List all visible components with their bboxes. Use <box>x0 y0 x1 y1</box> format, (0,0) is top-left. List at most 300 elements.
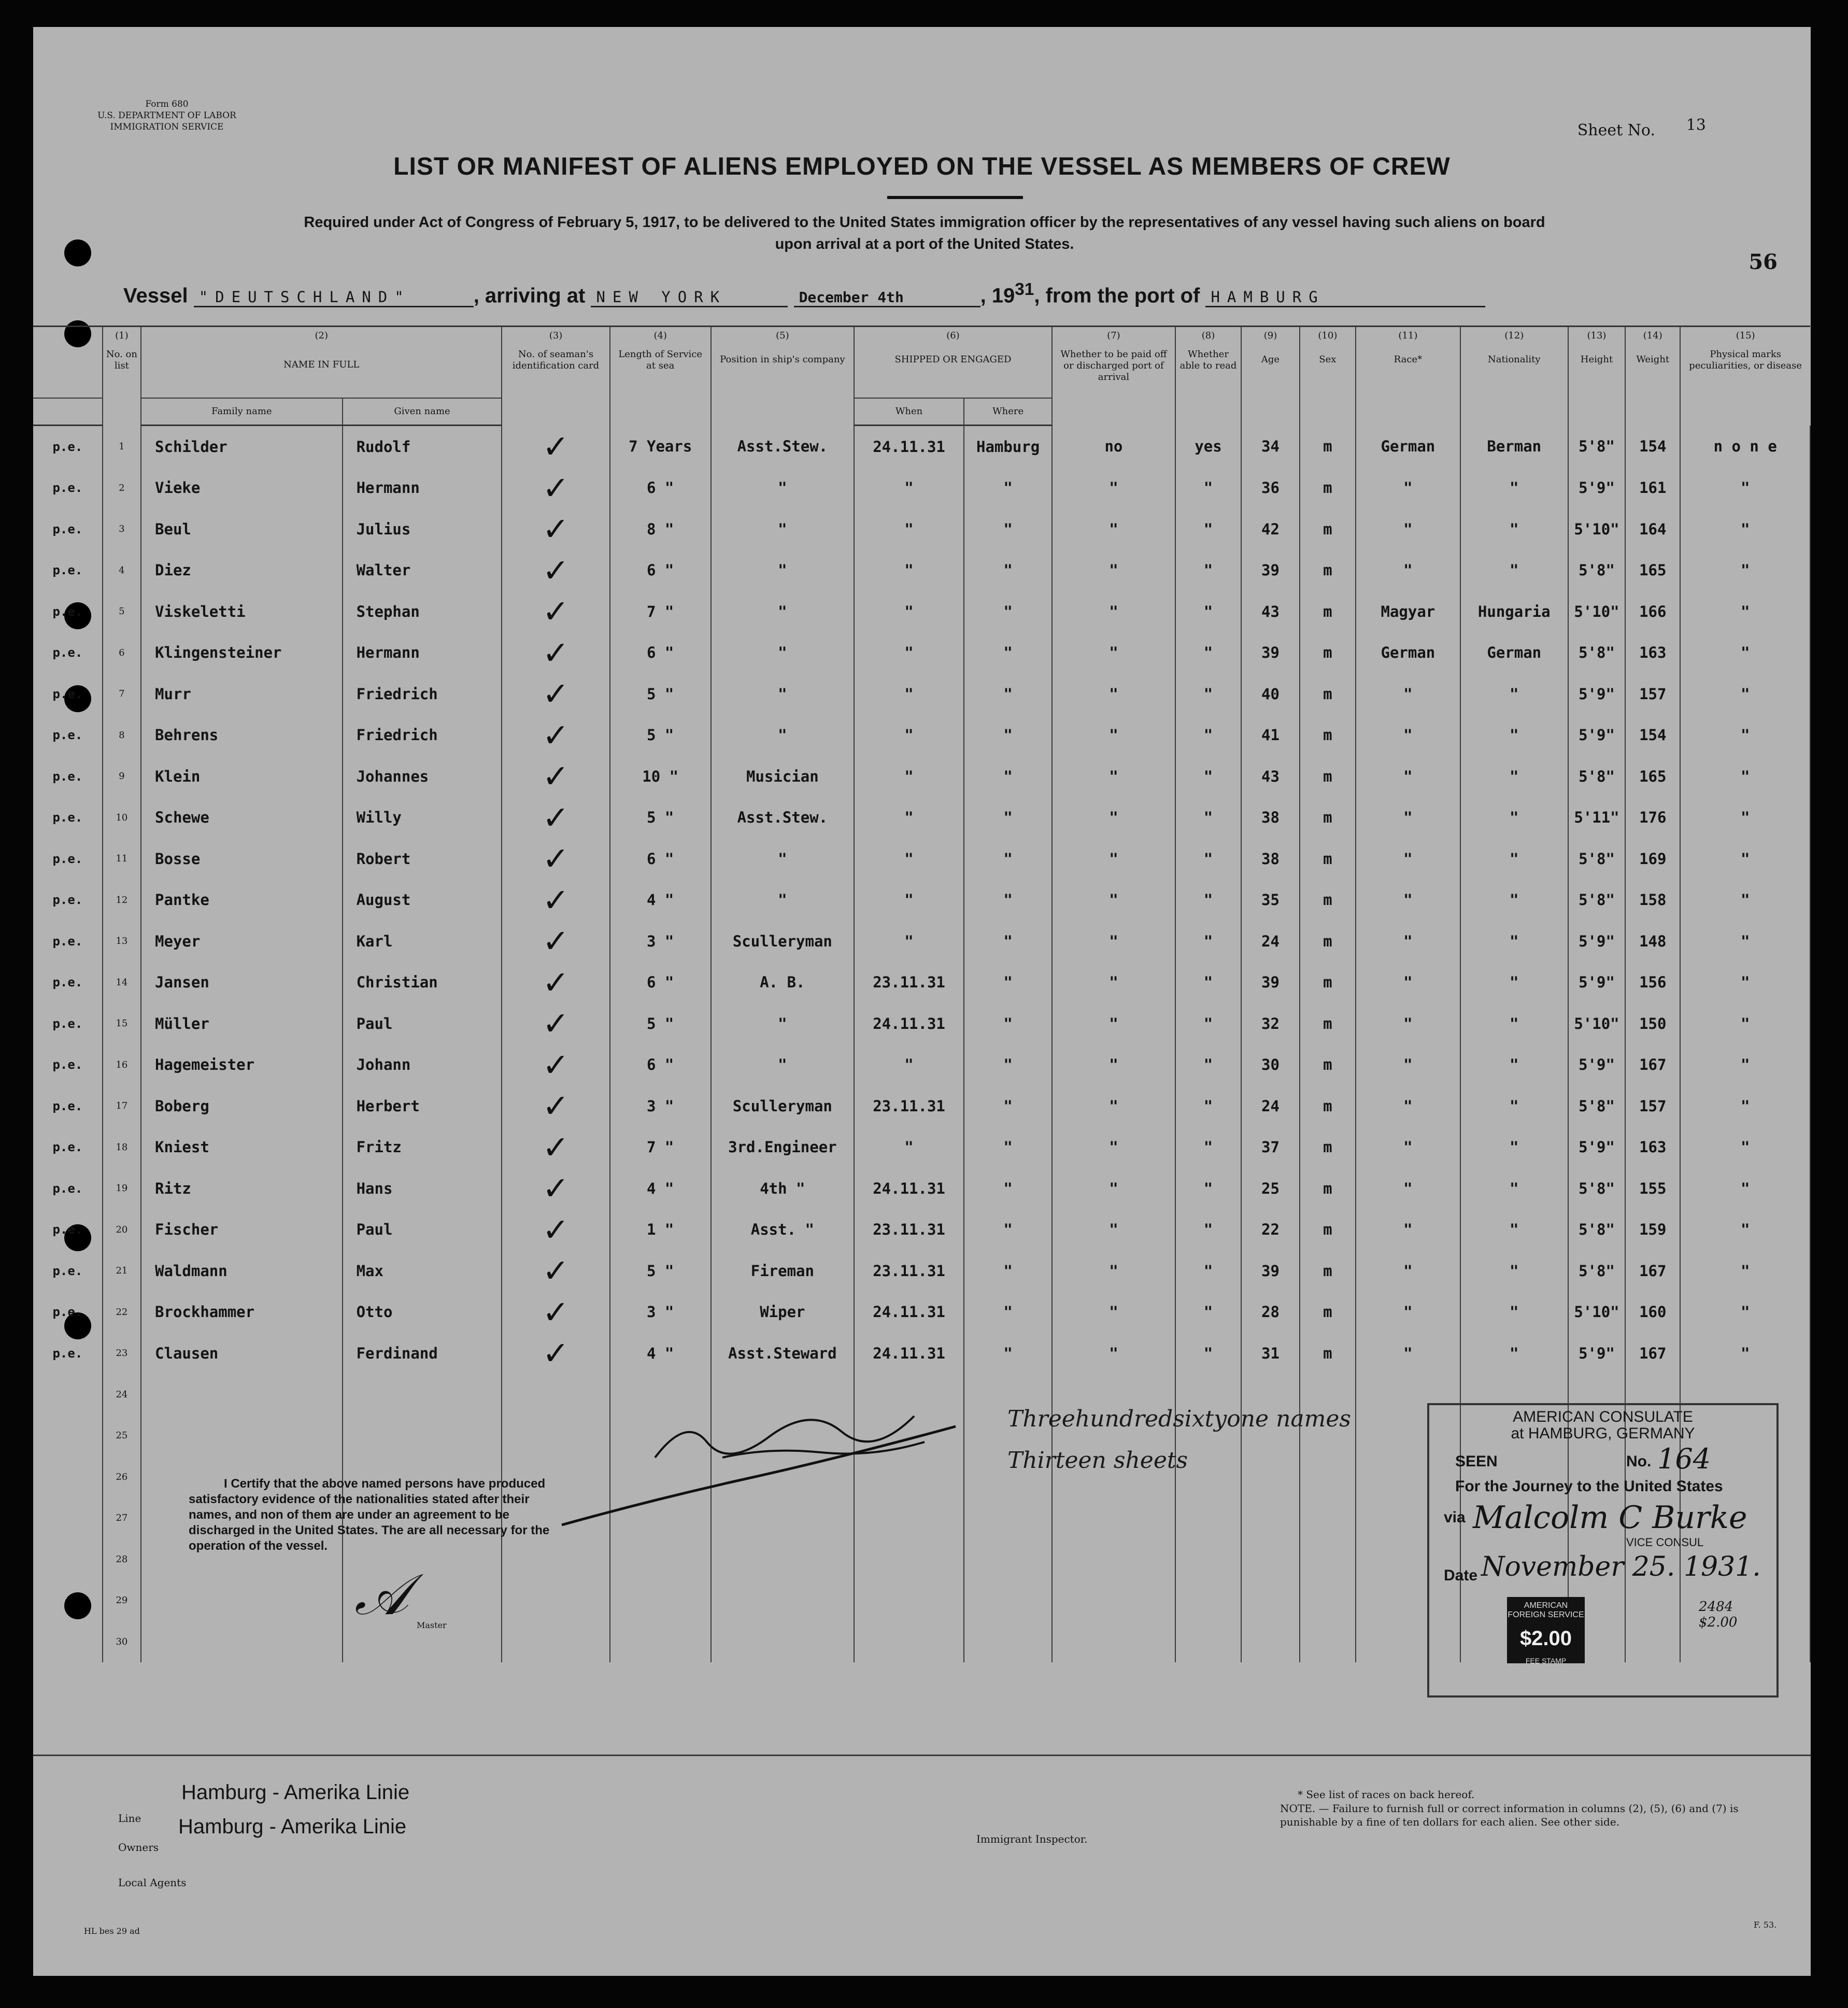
row-physical-marks: " <box>1680 1168 1810 1209</box>
row-race: " <box>1356 1292 1460 1333</box>
empty-cell <box>33 1415 103 1456</box>
row-able-read: " <box>1175 1333 1241 1374</box>
row-age: 24 <box>1241 921 1300 962</box>
row-race: " <box>1356 1127 1460 1168</box>
row-service: 4 " <box>610 1168 711 1209</box>
row-sex: m <box>1300 838 1356 880</box>
row-where: " <box>964 468 1052 509</box>
row-sex: m <box>1300 468 1356 509</box>
row-where: " <box>964 1168 1052 1209</box>
empty-cell <box>964 1497 1052 1539</box>
row-nationality: " <box>1460 1333 1568 1374</box>
row-nationality: " <box>1460 468 1568 509</box>
row-position: 4th " <box>711 1168 854 1209</box>
row-service: 6 " <box>610 1044 711 1086</box>
row-weight: 167 <box>1625 1250 1680 1292</box>
row-age: 39 <box>1241 550 1300 591</box>
journey-text: For the Journey to the United States <box>1455 1478 1723 1495</box>
row-race: " <box>1356 468 1460 509</box>
penalty-note: NOTE. — Failure to furnish full or correct information in columns (2), (5), (6) and (7) is punishable by a fine of ten dollars for each alien. See other side. <box>1280 1802 1739 1828</box>
page-subtitle <box>121 211 1728 255</box>
row-able-read: " <box>1175 550 1241 591</box>
row-pe-mark: p.e. <box>33 1085 103 1127</box>
row-weight: 150 <box>1625 1003 1680 1044</box>
row-when: 24.11.31 <box>854 1333 964 1374</box>
row-position: " <box>711 880 854 921</box>
row-paid-off: " <box>1052 880 1175 921</box>
row-number: 10 <box>103 797 141 839</box>
line-value: Hamburg - Amerika Linie <box>181 1781 410 1804</box>
row-number: 16 <box>103 1044 141 1086</box>
row-position: " <box>711 673 854 715</box>
arrival-date: December 4th <box>794 289 980 307</box>
row-paid-off: " <box>1052 756 1175 797</box>
row-pe-mark: p.e. <box>33 591 103 632</box>
row-position: 3rd.Engineer <box>711 1127 854 1168</box>
row-age: 39 <box>1241 632 1300 674</box>
col-sex: (10) Sex <box>1300 327 1356 426</box>
row-weight: 164 <box>1625 508 1680 550</box>
row-id-checkmark: ✓ <box>502 838 609 880</box>
row-able-read: " <box>1175 1168 1241 1209</box>
row-paid-off: " <box>1052 797 1175 839</box>
col-age: (9) Age <box>1241 327 1300 426</box>
row-position: Asst.Stew. <box>711 797 854 839</box>
vice-consul-title: VICE CONSUL <box>1626 1536 1704 1549</box>
empty-cell <box>610 1621 711 1663</box>
row-height: 5'8" <box>1568 550 1625 591</box>
row-weight: 154 <box>1625 426 1680 468</box>
row-age: 43 <box>1241 756 1300 797</box>
row-sex: m <box>1300 1209 1356 1251</box>
row-weight: 159 <box>1625 1209 1680 1251</box>
row-pe-mark: p.e. <box>33 962 103 1003</box>
row-pe-mark: p.e. <box>33 838 103 880</box>
row-age: 39 <box>1241 1250 1300 1292</box>
row-service: 6 " <box>610 632 711 674</box>
col-id-card: (3) No. of seaman's identification card <box>502 327 609 426</box>
empty-cell <box>711 1580 854 1621</box>
empty-cell <box>1175 1539 1241 1580</box>
row-able-read: " <box>1175 1250 1241 1292</box>
row-nationality: " <box>1460 1003 1568 1044</box>
row-nationality: " <box>1460 838 1568 880</box>
page-title: LIST OR MANIFEST OF ALIENS EMPLOYED ON THE VESSEL AS MEMBERS OF CREW <box>393 153 1451 180</box>
row-race: " <box>1356 1003 1460 1044</box>
row-pe-mark: p.e. <box>33 426 103 468</box>
row-id-checkmark: ✓ <box>502 756 609 797</box>
row-race: " <box>1356 1168 1460 1209</box>
table-row <box>33 508 1810 550</box>
vessel-name: "DEUTSCHLAND" <box>194 288 474 307</box>
row-given-name: Ferdinand <box>343 1333 502 1374</box>
row-where: " <box>964 1085 1052 1127</box>
row-where: " <box>964 508 1052 550</box>
row-family-name: Clausen <box>141 1333 343 1374</box>
row-paid-off: " <box>1052 1085 1175 1127</box>
row-id-checkmark: ✓ <box>502 1003 609 1044</box>
row-paid-off: " <box>1052 550 1175 591</box>
table-row <box>33 1168 1810 1209</box>
row-number: 23 <box>103 1333 141 1374</box>
row-position: " <box>711 632 854 674</box>
row-nationality: " <box>1460 797 1568 839</box>
from-label: , from the port of <box>1034 284 1200 307</box>
row-where: " <box>964 756 1052 797</box>
row-id-checkmark: ✓ <box>502 1292 609 1333</box>
row-given-name: Julius <box>343 508 502 550</box>
empty-cell <box>854 1580 964 1621</box>
row-position: Asst. " <box>711 1209 854 1251</box>
row-number: 3 <box>103 508 141 550</box>
row-pe-mark: p.e. <box>33 508 103 550</box>
row-when: " <box>854 797 964 839</box>
form-number: Form 680 <box>145 99 189 109</box>
row-age: 34 <box>1241 426 1300 468</box>
empty-cell <box>141 1415 343 1456</box>
row-age: 31 <box>1241 1333 1300 1374</box>
row-weight: 157 <box>1625 673 1680 715</box>
row-weight: 156 <box>1625 962 1680 1003</box>
col-paid-off: (7) Whether to be paid off or discharged port of arrival <box>1052 327 1175 426</box>
row-when: " <box>854 1127 964 1168</box>
row-number: 7 <box>103 673 141 715</box>
table-row <box>33 921 1810 962</box>
row-able-read: " <box>1175 715 1241 756</box>
row-when: 24.11.31 <box>854 1292 964 1333</box>
table-row <box>33 962 1810 1003</box>
row-paid-off: " <box>1052 591 1175 632</box>
row-sex: m <box>1300 1292 1356 1333</box>
row-position: Asst.Stew. <box>711 426 854 468</box>
row-able-read: " <box>1175 880 1241 921</box>
row-where: " <box>964 1250 1052 1292</box>
row-id-checkmark: ✓ <box>502 1168 609 1209</box>
row-family-name: Schilder <box>141 426 343 468</box>
row-number: 12 <box>103 880 141 921</box>
local-agents-label: Local Agents <box>118 1876 187 1889</box>
row-age: 24 <box>1241 1085 1300 1127</box>
inspector-signature-scrawl <box>551 1395 976 1551</box>
row-number: 24 <box>103 1374 141 1416</box>
row-pe-mark: p.e. <box>33 550 103 591</box>
row-family-name: Fischer <box>141 1209 343 1251</box>
row-where: " <box>964 838 1052 880</box>
empty-cell <box>964 1621 1052 1663</box>
stamp-date-value: November 25. 1931. <box>1481 1551 1761 1582</box>
row-physical-marks: " <box>1680 1127 1810 1168</box>
empty-cell <box>33 1497 103 1539</box>
certification-text: I Certify that the above named persons have produced satisfactory evidence of the nationalities stated after their names, and non of them are under an agreement to be discharged in the United States. The are all necessary for the operation of the vessel. <box>189 1477 550 1553</box>
row-height: 5'10" <box>1568 508 1625 550</box>
table-row <box>33 426 1810 468</box>
row-weight: 161 <box>1625 468 1680 509</box>
table-row <box>33 1085 1810 1127</box>
row-where: " <box>964 1333 1052 1374</box>
row-paid-off: " <box>1052 1044 1175 1086</box>
empty-cell <box>1241 1580 1300 1621</box>
col-race: (11) Race* <box>1356 327 1460 426</box>
sheet-number <box>1577 116 1706 139</box>
row-able-read: " <box>1175 673 1241 715</box>
row-weight: 165 <box>1625 550 1680 591</box>
owners-label: Owners <box>118 1841 159 1854</box>
table-row <box>33 1127 1810 1168</box>
row-able-read: " <box>1175 1003 1241 1044</box>
row-weight: 163 <box>1625 632 1680 674</box>
row-pe-mark: p.e. <box>33 468 103 509</box>
row-physical-marks: " <box>1680 632 1810 674</box>
row-number: 18 <box>103 1127 141 1168</box>
row-given-name: Christian <box>343 962 502 1003</box>
row-where: " <box>964 591 1052 632</box>
row-nationality: Berman <box>1460 426 1568 468</box>
row-service: 7 " <box>610 591 711 632</box>
row-height: 5'10" <box>1568 1292 1625 1333</box>
col-position: (5) Position in ship's company <box>711 327 854 426</box>
row-race: " <box>1356 880 1460 921</box>
master-signature: 𝒜 <box>354 1561 409 1628</box>
empty-cell <box>1175 1497 1241 1539</box>
row-id-checkmark: ✓ <box>502 921 609 962</box>
row-weight: 160 <box>1625 1292 1680 1333</box>
row-family-name: Pantke <box>141 880 343 921</box>
inspector-label: Immigrant Inspector. <box>976 1833 1088 1845</box>
col-length-service: (4) Length of Service at sea <box>610 327 711 426</box>
row-able-read: " <box>1175 632 1241 674</box>
row-when: 23.11.31 <box>854 1209 964 1251</box>
row-family-name: Viskeletti <box>141 591 343 632</box>
row-physical-marks: " <box>1680 1333 1810 1374</box>
row-where: " <box>964 1209 1052 1251</box>
row-nationality: German <box>1460 632 1568 674</box>
row-sex: m <box>1300 550 1356 591</box>
row-service: 5 " <box>610 797 711 839</box>
row-when: 24.11.31 <box>854 1168 964 1209</box>
col-weight: (14) Weight <box>1625 327 1680 426</box>
empty-cell <box>610 1580 711 1621</box>
row-family-name: Schewe <box>141 797 343 839</box>
row-race: " <box>1356 1044 1460 1086</box>
table-row <box>33 715 1810 756</box>
row-number: 25 <box>103 1415 141 1456</box>
row-number: 1 <box>103 426 141 468</box>
row-service: 7 Years <box>610 426 711 468</box>
row-position: " <box>711 838 854 880</box>
subtitle-line-2: upon arrival at a port of the United States. <box>775 236 1074 252</box>
row-service: 5 " <box>610 673 711 715</box>
row-when: " <box>854 838 964 880</box>
row-number: 21 <box>103 1250 141 1292</box>
row-paid-off: " <box>1052 1003 1175 1044</box>
table-row <box>33 1250 1810 1292</box>
row-when: " <box>854 508 964 550</box>
row-pe-mark: p.e. <box>33 1003 103 1044</box>
row-height: 5'9" <box>1568 673 1625 715</box>
row-sex: m <box>1300 1127 1356 1168</box>
handwritten-sheets-count: Thirteen sheets <box>1007 1447 1188 1474</box>
row-where: " <box>964 880 1052 921</box>
row-position: Fireman <box>711 1250 854 1292</box>
row-nationality: " <box>1460 550 1568 591</box>
row-position: " <box>711 715 854 756</box>
row-family-name: Meyer <box>141 921 343 962</box>
footer-rule <box>33 1755 1811 1756</box>
row-physical-marks: " <box>1680 921 1810 962</box>
empty-cell <box>1241 1456 1300 1498</box>
row-height: 5'9" <box>1568 1044 1625 1086</box>
stamp-date-label: Date <box>1444 1567 1478 1584</box>
row-paid-off: " <box>1052 962 1175 1003</box>
row-id-checkmark: ✓ <box>502 715 609 756</box>
table-row <box>33 673 1810 715</box>
row-nationality: " <box>1460 508 1568 550</box>
row-family-name: Waldmann <box>141 1250 343 1292</box>
row-given-name: Johannes <box>343 756 502 797</box>
row-height: 5'9" <box>1568 962 1625 1003</box>
row-service: 3 " <box>610 921 711 962</box>
fee-stamp-label: FEE STAMP <box>1525 1657 1567 1665</box>
row-weight: 148 <box>1625 921 1680 962</box>
row-weight: 154 <box>1625 715 1680 756</box>
row-paid-off: " <box>1052 673 1175 715</box>
row-height: 5'9" <box>1568 715 1625 756</box>
row-height: 5'9" <box>1568 1333 1625 1374</box>
stamp-note-2: $2.00 <box>1699 1615 1738 1630</box>
row-where: " <box>964 962 1052 1003</box>
table-row <box>33 838 1810 880</box>
row-physical-marks: n o n e <box>1680 426 1810 468</box>
row-weight: 163 <box>1625 1127 1680 1168</box>
row-number: 5 <box>103 591 141 632</box>
row-physical-marks: " <box>1680 468 1810 509</box>
row-family-name: Diez <box>141 550 343 591</box>
row-nationality: " <box>1460 1044 1568 1086</box>
row-physical-marks: " <box>1680 591 1810 632</box>
sheet-number-value: 13 <box>1686 116 1706 134</box>
row-weight: 155 <box>1625 1168 1680 1209</box>
row-pe-mark: p.e. <box>33 1127 103 1168</box>
row-number: 4 <box>103 550 141 591</box>
row-family-name: Vieke <box>141 468 343 509</box>
row-given-name: Herbert <box>343 1085 502 1127</box>
row-given-name: Rudolf <box>343 426 502 468</box>
row-sex: m <box>1300 1168 1356 1209</box>
row-sex: m <box>1300 715 1356 756</box>
row-id-checkmark: ✓ <box>502 1250 609 1292</box>
handwritten-names-count: Threehundredsixtyone names <box>1007 1406 1351 1432</box>
vessel-line <box>123 280 1485 307</box>
row-when: " <box>854 550 964 591</box>
col-no-on-list: (1) No. on list <box>103 327 141 426</box>
row-when: 24.11.31 <box>854 426 964 468</box>
row-age: 41 <box>1241 715 1300 756</box>
row-age: 38 <box>1241 797 1300 839</box>
table-row <box>33 797 1810 839</box>
row-number: 30 <box>103 1621 141 1663</box>
row-race: " <box>1356 673 1460 715</box>
row-able-read: " <box>1175 508 1241 550</box>
row-pe-mark: p.e. <box>33 1250 103 1292</box>
empty-cell <box>141 1621 343 1663</box>
row-race: " <box>1356 838 1460 880</box>
row-age: 22 <box>1241 1209 1300 1251</box>
empty-cell <box>141 1580 343 1621</box>
row-where: " <box>964 1127 1052 1168</box>
row-service: 8 " <box>610 508 711 550</box>
row-nationality: Hungaria <box>1460 591 1568 632</box>
row-weight: 176 <box>1625 797 1680 839</box>
row-paid-off: " <box>1052 1209 1175 1251</box>
form-code: F. 53. <box>1754 1920 1777 1930</box>
row-given-name: Walter <box>343 550 502 591</box>
row-family-name: Bosse <box>141 838 343 880</box>
row-age: 42 <box>1241 508 1300 550</box>
table-row <box>33 1044 1810 1086</box>
row-physical-marks: " <box>1680 1003 1810 1044</box>
table-row <box>33 1209 1810 1251</box>
seen-label: SEEN <box>1455 1453 1498 1470</box>
row-given-name: Otto <box>343 1292 502 1333</box>
row-number: 27 <box>103 1497 141 1539</box>
empty-cell <box>711 1621 854 1663</box>
empty-cell <box>1300 1580 1356 1621</box>
row-physical-marks: " <box>1680 1209 1810 1251</box>
service-name: IMMIGRATION SERVICE <box>110 122 224 132</box>
manifest-sheet <box>33 27 1811 1976</box>
row-given-name: August <box>343 880 502 921</box>
row-position: " <box>711 468 854 509</box>
row-paid-off: " <box>1052 1333 1175 1374</box>
empty-cell <box>854 1621 964 1663</box>
row-able-read: " <box>1175 468 1241 509</box>
row-family-name: Klingensteiner <box>141 632 343 674</box>
row-family-name: Boberg <box>141 1085 343 1127</box>
row-family-name: Klein <box>141 756 343 797</box>
row-when: 23.11.31 <box>854 962 964 1003</box>
row-race: " <box>1356 756 1460 797</box>
row-number: 17 <box>103 1085 141 1127</box>
empty-cell <box>33 1580 103 1621</box>
row-nationality: " <box>1460 880 1568 921</box>
row-age: 40 <box>1241 673 1300 715</box>
row-number: 19 <box>103 1168 141 1209</box>
sheet-number-label: Sheet No. <box>1577 121 1655 139</box>
empty-cell <box>964 1580 1052 1621</box>
row-id-checkmark: ✓ <box>502 880 609 921</box>
row-family-name: Müller <box>141 1003 343 1044</box>
row-where: " <box>964 715 1052 756</box>
row-age: 32 <box>1241 1003 1300 1044</box>
row-given-name: Johann <box>343 1044 502 1086</box>
row-age: 38 <box>1241 838 1300 880</box>
row-pe-mark: p.e. <box>33 797 103 839</box>
row-id-checkmark: ✓ <box>502 508 609 550</box>
row-race: " <box>1356 508 1460 550</box>
departure-port: HAMBURG <box>1205 288 1485 307</box>
row-weight: 157 <box>1625 1085 1680 1127</box>
row-physical-marks: " <box>1680 1292 1810 1333</box>
col-shipped: (6) SHIPPED OR ENGAGED <box>854 327 1052 399</box>
row-physical-marks: " <box>1680 1085 1810 1127</box>
row-where: " <box>964 797 1052 839</box>
empty-cell <box>33 1374 103 1416</box>
row-when: 24.11.31 <box>854 1003 964 1044</box>
row-sex: m <box>1300 880 1356 921</box>
row-able-read: " <box>1175 591 1241 632</box>
col-given-name: Given name <box>343 398 502 426</box>
empty-cell <box>33 1456 103 1498</box>
